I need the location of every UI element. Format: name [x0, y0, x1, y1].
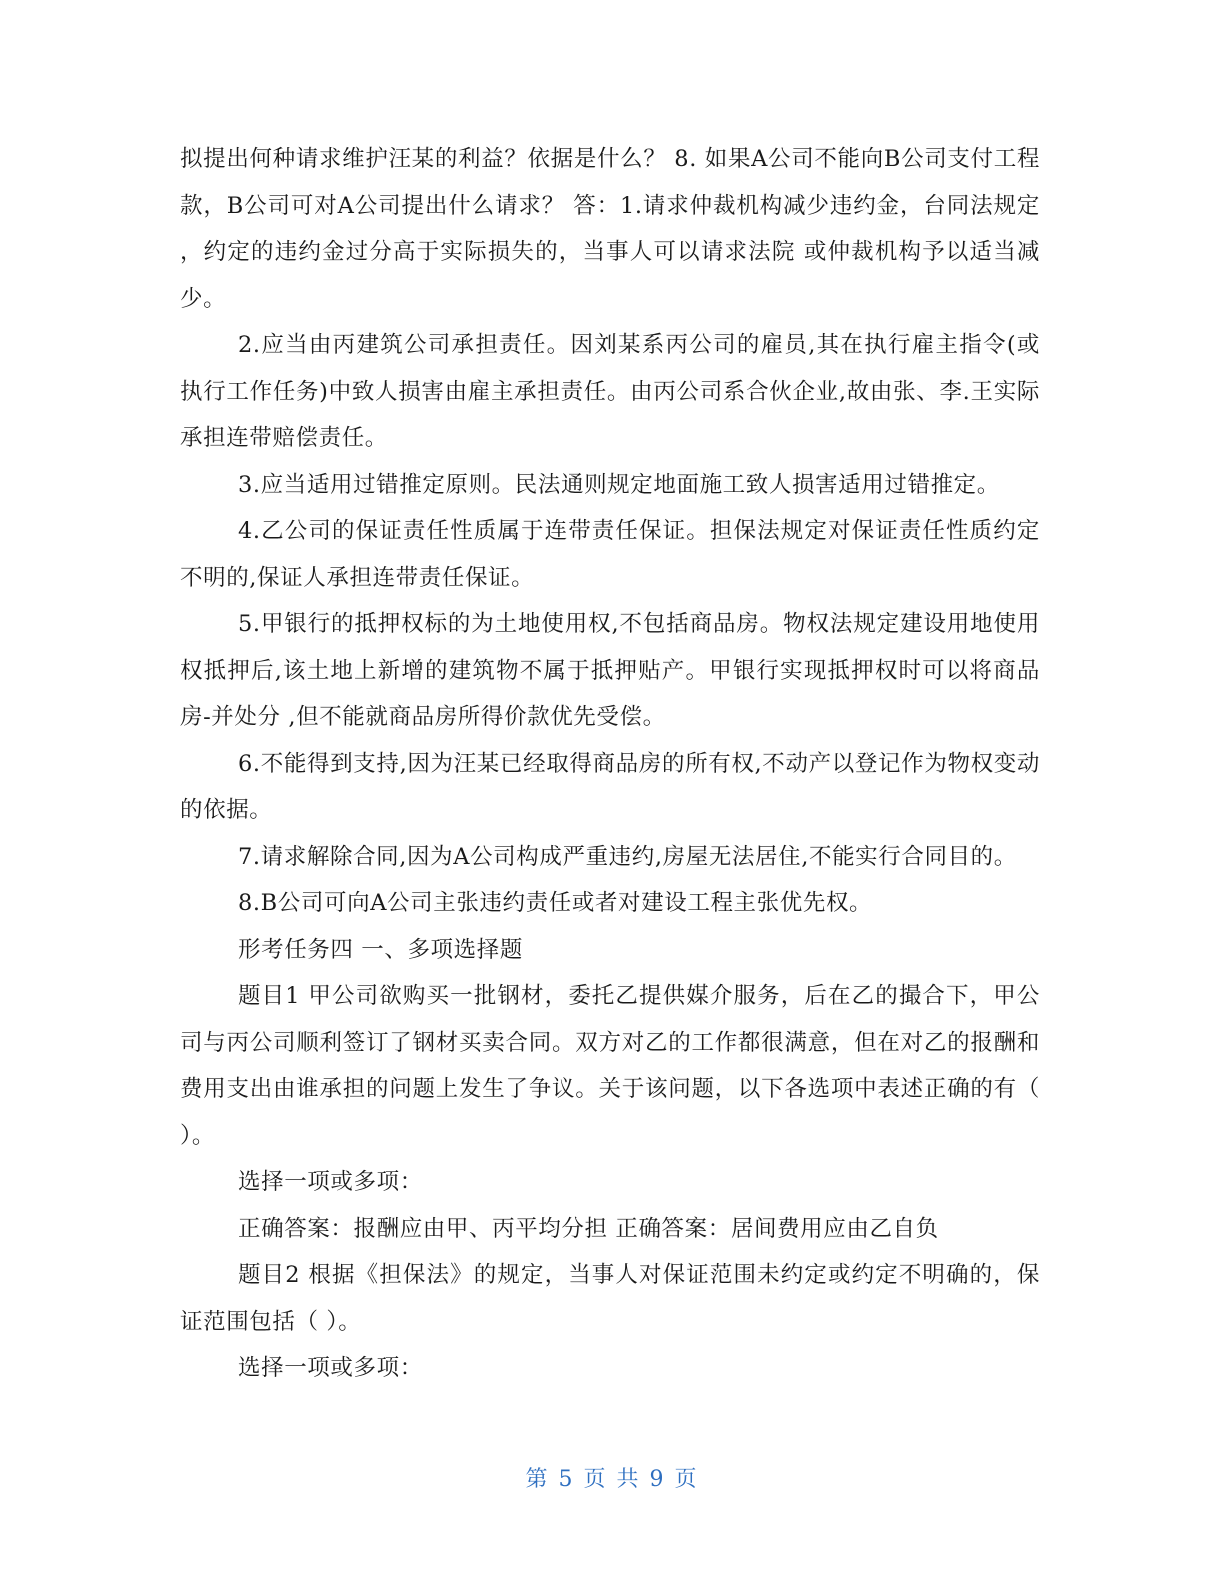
paragraph-2: 2.应当由丙建筑公司承担责任。因刘某系丙公司的雇员,其在执行雇主指令(或执行工作任务)中致人损害由雇主承担责任。由丙公司系合伙企业,故由张、李.王实际承担连带赔偿责任。 — [180, 332, 1040, 451]
paragraph-8: 8.B公司可向A公司主张违约责任或者对建设工程主张优先权。 — [238, 890, 873, 916]
paragraph-1: 拟提出何种请求维护汪某的利益？依据是什么？ 8. 如果A公司不能向B公司支付工程款，B公司可对A公司提出什么请求？ 答：1.请求仲裁机构减少违约金，台同法规定 ，约定的违约金过分高于实际损失的，当事人可以请求法院 或仲裁机构予以适当减少。 — [180, 146, 1040, 312]
paragraph-5: 5.甲银行的抵押权标的为土地使用权,不包括商品房。物权法规定建设用地使用权抵押后,该土地上新增的建筑物不属于抵押贴产。甲银行实现抵押权时可以将商品房-并处分 ,但不能就商品房所得价款优先受偿。 — [180, 611, 1040, 730]
question-2-instruction: 选择一项或多项： — [238, 1355, 423, 1381]
paragraph-4: 4.乙公司的保证责任性质属于连带责任保证。担保法规定对保证责任性质约定不明的,保证人承担连带责任保证。 — [180, 518, 1040, 591]
paragraph-3: 3.应当适用过错推定原则。民法通则规定地面施工致人损害适用过错推定。 — [238, 471, 1000, 498]
paragraph-6: 6.不能得到支持,因为汪某已经取得商品房的所有权,不动产以登记作为物权变动的依据。 — [180, 750, 1040, 823]
question-1-instruction: 选择一项或多项： — [238, 1169, 423, 1195]
question-1: 题目1 甲公司欲购买一批钢材，委托乙提供媒介服务，后在乙的撮合下，甲公司与丙公司顺利签订了钢材买卖合同。双方对乙的工作都很满意，但在对乙的报酬和费用支出由谁承担的问题上发生了争议。关于该问题，以下各选项中表述正确的有（ ）。 — [180, 983, 1040, 1149]
section-heading: 形考任务四 一、多项选择题 — [238, 936, 523, 963]
question-2: 题目2 根据《担保法》的规定，当事人对保证范围未约定或约定不明确的，保证范围包括（ ）。 — [180, 1262, 1040, 1335]
page-number-footer: 第 5 页 共 9 页 — [525, 1467, 699, 1492]
question-1-answers: 正确答案：报酬应由甲、丙平均分担 正确答案：居间费用应由乙自负 — [238, 1215, 939, 1242]
paragraph-7: 7.请求解除合同,因为A公司构成严重违约,房屋无法居住,不能实行合同目的。 — [238, 843, 1017, 870]
document-body — [180, 136, 1040, 1392]
